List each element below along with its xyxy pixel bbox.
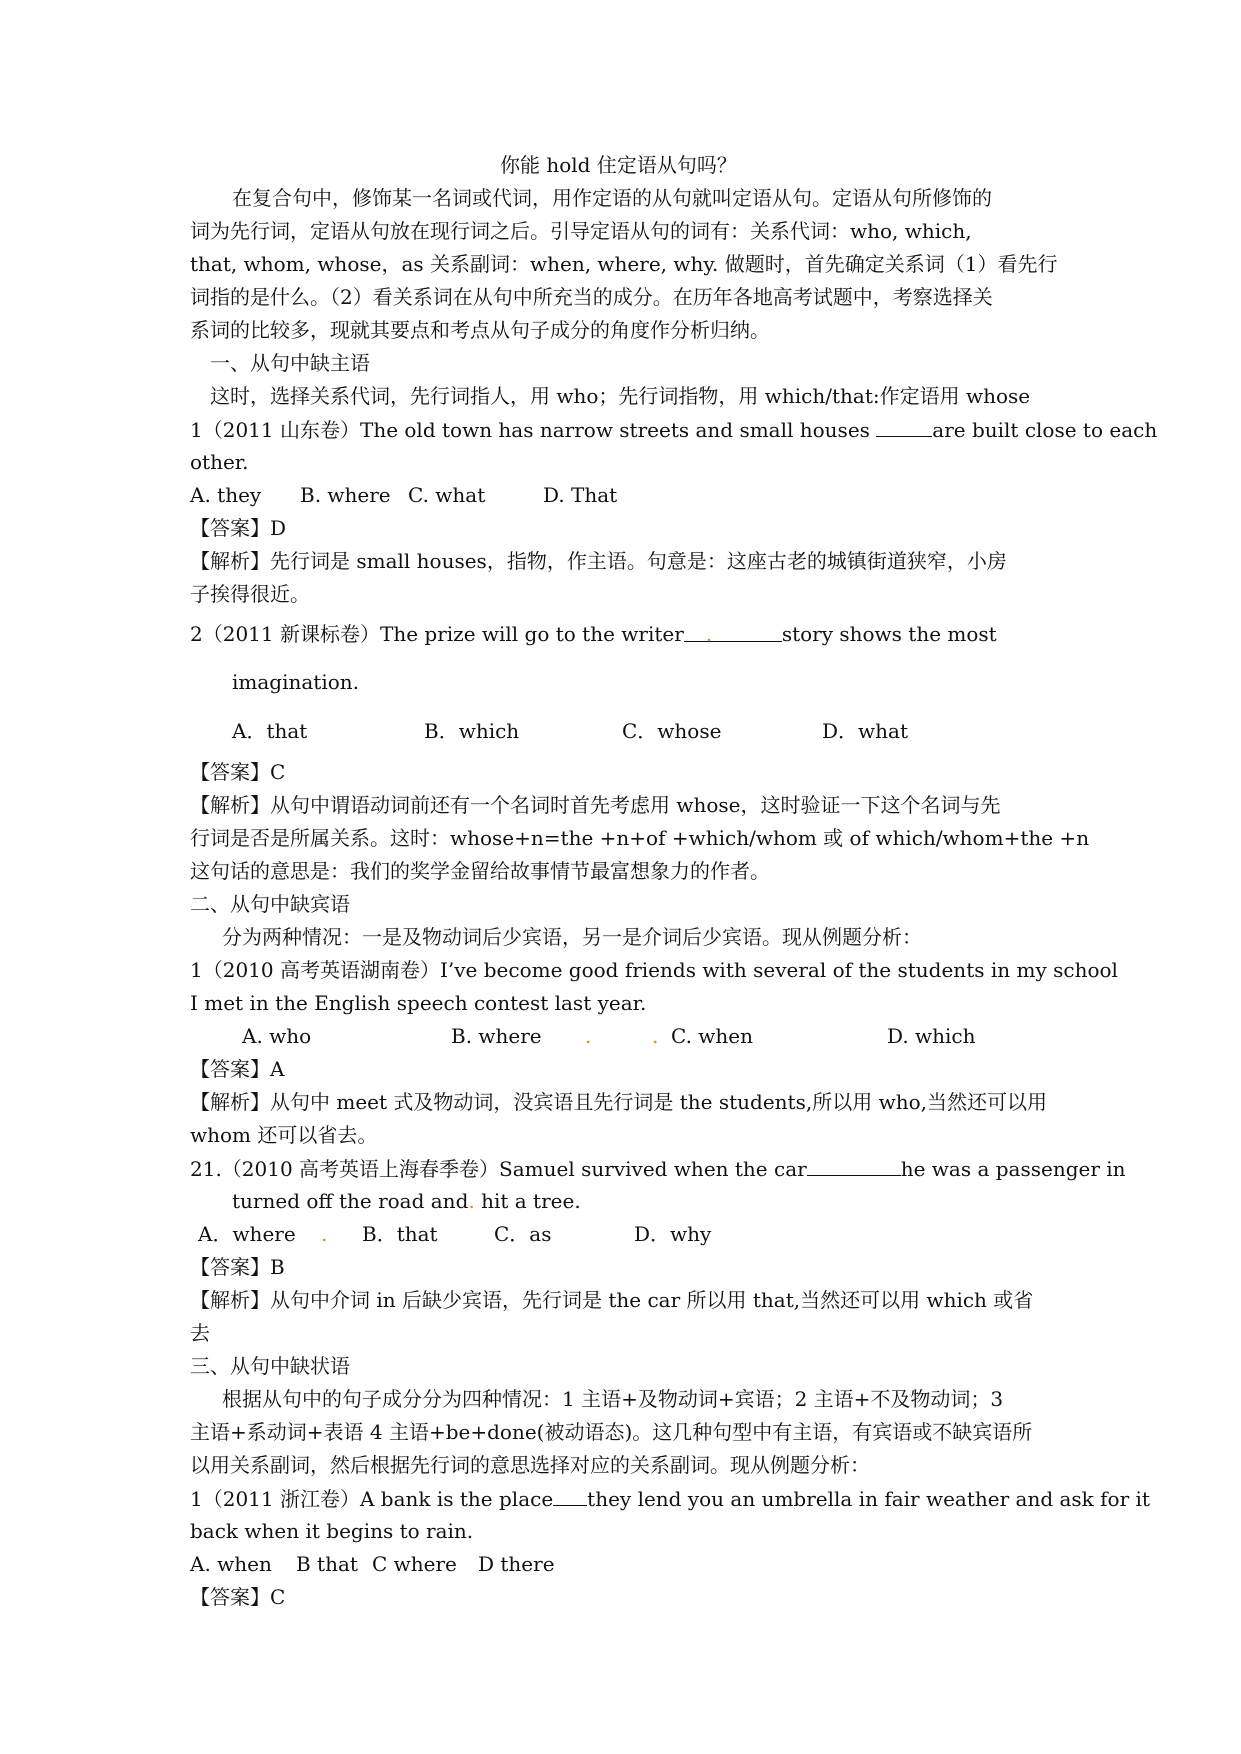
- answer-blank: [876, 414, 932, 437]
- option: B that: [296, 1552, 358, 1576]
- analysis-line: 【解析】从句中介词 in 后缺少宾语，先行词是 the car 所以用 that,当然还可以用 which 或省: [190, 1288, 1034, 1312]
- option: B．that: [362, 1222, 438, 1246]
- answer-line: 【答案】C: [190, 1585, 286, 1609]
- options-row: [0, 480, 1241, 510]
- question-stem: [190, 619, 997, 649]
- section-description: 主语+系动词+表语 4 主语+be+done(被动语态)。这几种句型中有主语，有宾语或不缺宾语所: [190, 1420, 1033, 1444]
- option: A. they: [190, 483, 262, 507]
- option: A. who: [242, 1024, 312, 1048]
- section-heading: 一、从句中缺主语: [210, 351, 370, 375]
- option: C. what: [408, 483, 486, 507]
- option: A．that: [232, 719, 308, 743]
- section-heading: 三、从句中缺状语: [190, 1354, 350, 1378]
- options-row: [0, 1549, 1241, 1579]
- stem-text: turned off the road and: [232, 1189, 469, 1213]
- answer-blank: [807, 1153, 901, 1176]
- intro-line: 词指的是什么。（2）看关系词在从句中所充当的成分。在历年各地高考试题中，考察选择关: [190, 285, 993, 309]
- options-row: [0, 716, 1241, 746]
- dot-mark: .: [321, 1222, 328, 1246]
- question-stem-cont: [232, 1186, 581, 1216]
- analysis-line: 【解析】从句中谓语动词前还有一个名词时首先考虑用 whose，这时验证一下这个名词与先: [190, 793, 1001, 817]
- stem-text: 1（2011 浙江卷）A bank is the place: [190, 1487, 554, 1511]
- page-title: 你能 hold 住定语从句吗？: [500, 153, 737, 177]
- answer-blank: .: [684, 619, 782, 642]
- option: A．where: [198, 1222, 296, 1246]
- option: C．whose: [622, 719, 722, 743]
- section-heading: 二、从句中缺宾语: [190, 892, 350, 916]
- question-stem-cont: back when it begins to rain.: [190, 1519, 474, 1543]
- section-description: 以用关系副词，然后根据先行词的意思选择对应的关系副词。现从例题分析：: [190, 1453, 870, 1477]
- stem-text: story shows the most: [781, 622, 997, 646]
- question-stem: 1（2010 高考英语湖南卷）I’ve become good friends with several of the students in my school: [190, 958, 1118, 982]
- option: D. which: [887, 1024, 976, 1048]
- answer-line: 【答案】C: [190, 760, 286, 784]
- intro-line: 在复合句中，修饰某一名词或代词，用作定语的从句就叫定语从句。定语从句所修饰的: [232, 186, 992, 210]
- question-stem-cont: I met in the English speech contest last year.: [190, 991, 647, 1015]
- question-stem-cont: other.: [190, 450, 249, 474]
- options-row: [0, 1021, 1241, 1051]
- section-description: 分为两种情况：一是及物动词后少宾语，另一是介词后少宾语。现从例题分析：: [222, 925, 922, 949]
- answer-line: 【答案】A: [190, 1057, 285, 1081]
- option: D．what: [822, 719, 908, 743]
- stem-text: 2（2011 新课标卷）The prize will go to the writer: [190, 622, 684, 646]
- question-stem: [190, 414, 1157, 445]
- option: C. when: [671, 1024, 754, 1048]
- option: A. when: [190, 1552, 272, 1576]
- answer-line: 【答案】B: [190, 1255, 285, 1279]
- analysis-line: 子挨得很近。: [190, 582, 310, 606]
- dot-mark: .: [652, 1024, 659, 1048]
- stem-text: he was a passenger in: [900, 1157, 1126, 1181]
- section-description: 这时，选择关系代词，先行词指人，用 who；先行词指物，用 which/that:作定语用 whose: [210, 384, 1031, 408]
- intro-line: 词为先行词，定语从句放在现行词之后。引导定语从句的词有：关系代词：who, which,: [190, 219, 972, 243]
- option: D. That: [543, 483, 618, 507]
- answer-blank: [553, 1483, 587, 1506]
- option: D there: [478, 1552, 555, 1576]
- option: C where: [372, 1552, 457, 1576]
- dot-mark: .: [585, 1024, 592, 1048]
- intro-line: 系词的比较多，现就其要点和考点从句子成分的角度作分析归纳。: [190, 318, 770, 342]
- section-description: 根据从句中的句子成分分为四种情况：1 主语+及物动词+宾语；2 主语+不及物动词；3: [222, 1387, 1004, 1411]
- analysis-line: whom 还可以省去。: [190, 1123, 378, 1147]
- analysis-line: 行词是否是所属关系。这时：whose+n=the +n+of +which/whom 或 of which/whom+the +n: [190, 826, 1090, 850]
- answer-line: 【答案】D: [190, 516, 287, 540]
- question-stem: [190, 1483, 1150, 1514]
- analysis-line: 【解析】从句中 meet 式及物动词，没宾语且先行词是 the students,所以用 who,当然还可以用: [190, 1090, 1047, 1114]
- stem-text: hit a tree.: [474, 1189, 581, 1213]
- question-stem: [190, 1153, 1126, 1184]
- analysis-line: 【解析】先行词是 small houses，指物，作主语。句意是：这座古老的城镇街道狭窄，小房: [190, 549, 1007, 573]
- stem-text: are built close to each: [932, 418, 1158, 442]
- stem-text: 1（2011 山东卷）The old town has narrow streets and small houses: [190, 418, 877, 442]
- analysis-line: 去: [190, 1321, 210, 1345]
- dot-mark: .: [468, 1189, 475, 1213]
- option: B．which: [424, 719, 520, 743]
- option: B. where: [451, 1024, 542, 1048]
- intro-line: that, whom, whose，as 关系副词：when, where, why. 做题时，首先确定关系词（1）看先行: [190, 252, 1058, 276]
- analysis-line: 这句话的意思是：我们的奖学金留给故事情节最富想象力的作者。: [190, 859, 770, 883]
- question-stem-cont: imagination.: [232, 670, 360, 694]
- stem-text: they lend you an umbrella in fair weather and ask for it: [587, 1487, 1150, 1511]
- option: D．why: [634, 1222, 712, 1246]
- option: B. where: [300, 483, 391, 507]
- option: C．as: [494, 1222, 552, 1246]
- stem-text: 21.（2010 高考英语上海春季卷）Samuel survived when the car: [190, 1157, 807, 1181]
- options-row: [0, 1219, 1241, 1249]
